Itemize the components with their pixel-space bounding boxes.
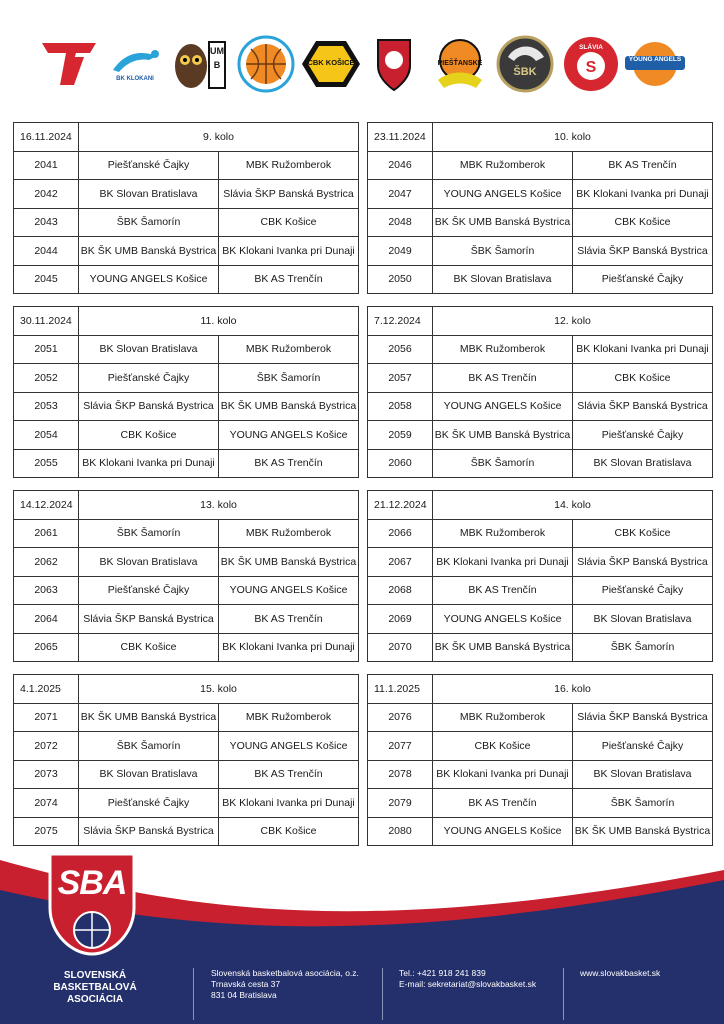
footer-address [211, 968, 359, 1001]
away-team: MBK Ružomberok [219, 151, 359, 180]
home-team: BK ŠK UMB Banská Bystrica [79, 703, 219, 732]
address-line-2: Trnavská cesta 37 [211, 979, 281, 989]
sba-logo-text: SBA [57, 864, 127, 902]
association-line-2: BASKETBALOVÁ [53, 982, 137, 993]
home-team: BK ŠK UMB Banská Bystrica [433, 421, 573, 450]
game-row [368, 760, 713, 789]
game-number: 2072 [14, 732, 79, 761]
away-team: Piešťanské Čajky [573, 265, 713, 294]
game-row [14, 208, 359, 237]
game-row [368, 392, 713, 421]
game-number: 2077 [368, 732, 433, 761]
association-name [40, 970, 150, 1006]
home-team: ŠBK Šamorín [79, 519, 219, 548]
away-team: Slávia ŠKP Banská Bystrica [573, 392, 713, 421]
home-team: YOUNG ANGELS Košice [433, 605, 573, 634]
samorin-logo [496, 36, 554, 92]
game-row [368, 817, 713, 846]
game-number: 2047 [368, 180, 433, 209]
game-number: 2049 [368, 237, 433, 266]
game-row [14, 732, 359, 761]
game-row [368, 208, 713, 237]
game-row [14, 449, 359, 478]
game-row [368, 548, 713, 577]
game-number: 2066 [368, 519, 433, 548]
game-number: 2073 [14, 760, 79, 789]
round-date: 14.12.2024 [14, 491, 79, 520]
game-row [14, 237, 359, 266]
home-team: MBK Ružomberok [433, 335, 573, 364]
round-title: 9. kolo [79, 123, 359, 152]
home-team: BK Slovan Bratislava [79, 180, 219, 209]
contact-phone[interactable]: Tel.: +421 918 241 839 [399, 968, 486, 978]
samorin-logo-text: ŠBK [513, 66, 537, 78]
home-team: Slávia ŠKP Banská Bystrica [79, 605, 219, 634]
home-team: ŠBK Šamorín [433, 449, 573, 478]
round-table [13, 306, 359, 478]
game-row [368, 151, 713, 180]
home-team: BK Slovan Bratislava [79, 335, 219, 364]
home-team: ŠBK Šamorín [79, 208, 219, 237]
kosice-logo [302, 36, 360, 92]
round-header [14, 123, 359, 152]
game-row [368, 789, 713, 818]
away-team: CBK Košice [573, 208, 713, 237]
game-row [14, 265, 359, 294]
away-team: MBK Ružomberok [219, 519, 359, 548]
home-team: BK Klokani Ivanka pri Dunaji [433, 548, 573, 577]
game-row [14, 576, 359, 605]
game-row [368, 180, 713, 209]
slovan-logo [236, 36, 296, 92]
home-team: Piešťanské Čajky [79, 789, 219, 818]
round-header [14, 675, 359, 704]
game-number: 2068 [368, 576, 433, 605]
game-row [14, 392, 359, 421]
association-line-1: SLOVENSKÁ [63, 970, 127, 981]
round-table [13, 122, 359, 294]
round-title: 10. kolo [433, 123, 713, 152]
away-team: BK Klokani Ivanka pri Dunaji [573, 180, 713, 209]
game-row [14, 760, 359, 789]
umb-logo-text: UMB [210, 46, 224, 70]
home-team: Slávia ŠKP Banská Bystrica [79, 392, 219, 421]
game-number: 2052 [14, 364, 79, 393]
away-team: Slávia ŠKP Banská Bystrica [219, 180, 359, 209]
game-row [368, 605, 713, 634]
game-number: 2076 [368, 703, 433, 732]
away-team: YOUNG ANGELS Košice [219, 732, 359, 761]
round-date: 30.11.2024 [14, 307, 79, 336]
round-header [14, 307, 359, 336]
footer-web [580, 968, 660, 979]
game-number: 2060 [368, 449, 433, 478]
round-table [13, 490, 359, 662]
piestany-logo-text: PIEŠŤANSKÉ [437, 60, 483, 67]
away-team: BK ŠK UMB Banská Bystrica [219, 548, 359, 577]
away-team: YOUNG ANGELS Košice [219, 421, 359, 450]
round-title: 11. kolo [79, 307, 359, 336]
home-team: YOUNG ANGELS Košice [433, 180, 573, 209]
game-number: 2053 [14, 392, 79, 421]
trencin-logo [40, 36, 98, 92]
association-line-3: ASOCIÁCIA [66, 994, 124, 1005]
round-header [14, 491, 359, 520]
footer-contact [399, 968, 536, 990]
away-team: MBK Ružomberok [219, 703, 359, 732]
away-team: CBK Košice [219, 208, 359, 237]
home-team: CBK Košice [79, 421, 219, 450]
home-team: ŠBK Šamorín [433, 237, 573, 266]
away-team: BK ŠK UMB Banská Bystrica [573, 817, 713, 846]
game-number: 2074 [14, 789, 79, 818]
game-number: 2078 [368, 760, 433, 789]
game-row [14, 335, 359, 364]
away-team: BK Klokani Ivanka pri Dunaji [573, 335, 713, 364]
game-row [368, 335, 713, 364]
away-team: ŠBK Šamorín [573, 789, 713, 818]
footer-divider [193, 968, 194, 1020]
game-number: 2054 [14, 421, 79, 450]
game-row [368, 732, 713, 761]
round-date: 4.1.2025 [14, 675, 79, 704]
klokani-logo-text: BK KLOKANI [116, 76, 154, 82]
home-team: YOUNG ANGELS Košice [433, 392, 573, 421]
klokani-logo [103, 36, 167, 92]
round-header [368, 491, 713, 520]
away-team: BK Klokani Ivanka pri Dunaji [219, 789, 359, 818]
home-team: BK Slovan Bratislava [79, 760, 219, 789]
away-team: Slávia ŠKP Banská Bystrica [573, 237, 713, 266]
round-header [368, 123, 713, 152]
young-angels-logo [623, 36, 687, 92]
game-row [368, 421, 713, 450]
round-title: 13. kolo [79, 491, 359, 520]
round-table [367, 674, 713, 846]
game-row [14, 817, 359, 846]
game-number: 2045 [14, 265, 79, 294]
away-team: Slávia ŠKP Banská Bystrica [573, 703, 713, 732]
slavia-logo-text: SLÁVIA [579, 44, 603, 51]
round-table [13, 674, 359, 846]
round-table [367, 306, 713, 478]
young-angels-logo-text: YOUNG ANGELS [628, 56, 682, 63]
game-row [368, 633, 713, 662]
game-number: 2055 [14, 449, 79, 478]
round-title: 12. kolo [433, 307, 713, 336]
away-team: Slávia ŠKP Banská Bystrica [573, 548, 713, 577]
game-number: 2065 [14, 633, 79, 662]
home-team: BK Slovan Bratislava [79, 548, 219, 577]
home-team: MBK Ružomberok [433, 703, 573, 732]
away-team: CBK Košice [573, 364, 713, 393]
game-number: 2051 [14, 335, 79, 364]
away-team: Piešťanské Čajky [573, 421, 713, 450]
home-team: ŠBK Šamorín [79, 732, 219, 761]
game-row [368, 519, 713, 548]
game-row [368, 449, 713, 478]
away-team: CBK Košice [573, 519, 713, 548]
away-team: MBK Ružomberok [219, 335, 359, 364]
game-number: 2043 [14, 208, 79, 237]
game-number: 2061 [14, 519, 79, 548]
game-number: 2058 [368, 392, 433, 421]
home-team: BK ŠK UMB Banská Bystrica [79, 237, 219, 266]
game-row [14, 703, 359, 732]
kosice-logo-text: CBK KOŠICE [307, 58, 355, 67]
game-row [14, 519, 359, 548]
away-team: BK AS Trenčín [219, 605, 359, 634]
contact-email[interactable]: E-mail: sekretariat@slovakbasket.sk [399, 979, 537, 989]
game-row [14, 633, 359, 662]
home-team: CBK Košice [433, 732, 573, 761]
game-number: 2075 [14, 817, 79, 846]
away-team: BK Klokani Ivanka pri Dunaji [219, 633, 359, 662]
home-team: CBK Košice [79, 633, 219, 662]
sba-logo [46, 850, 138, 960]
away-team: BK ŠK UMB Banská Bystrica [219, 392, 359, 421]
ruzomberok-logo [371, 36, 417, 92]
game-number: 2046 [368, 151, 433, 180]
address-line-1: Slovenská basketbalová asociácia, o.z. [211, 968, 359, 978]
home-team: Piešťanské Čajky [79, 364, 219, 393]
game-number: 2050 [368, 265, 433, 294]
game-number: 2056 [368, 335, 433, 364]
game-row [14, 548, 359, 577]
round-title: 15. kolo [79, 675, 359, 704]
away-team: BK AS Trenčín [573, 151, 713, 180]
game-number: 2042 [14, 180, 79, 209]
away-team: YOUNG ANGELS Košice [219, 576, 359, 605]
home-team: BK AS Trenčín [433, 576, 573, 605]
game-number: 2057 [368, 364, 433, 393]
home-team: BK Slovan Bratislava [433, 265, 573, 294]
away-team: Piešťanské Čajky [573, 576, 713, 605]
away-team: BK Klokani Ivanka pri Dunaji [219, 237, 359, 266]
home-team: BK Klokani Ivanka pri Dunaji [79, 449, 219, 478]
round-header [368, 307, 713, 336]
away-team: BK Slovan Bratislava [573, 760, 713, 789]
round-date: 21.12.2024 [368, 491, 433, 520]
home-team: BK ŠK UMB Banská Bystrica [433, 633, 573, 662]
away-team: BK AS Trenčín [219, 760, 359, 789]
home-team: BK Klokani Ivanka pri Dunaji [433, 760, 573, 789]
game-number: 2064 [14, 605, 79, 634]
game-number: 2067 [368, 548, 433, 577]
home-team: BK ŠK UMB Banská Bystrica [433, 208, 573, 237]
away-team: BK Slovan Bratislava [573, 449, 713, 478]
away-team: BK AS Trenčín [219, 449, 359, 478]
away-team: CBK Košice [219, 817, 359, 846]
round-header [368, 675, 713, 704]
game-row [14, 605, 359, 634]
game-row [14, 421, 359, 450]
home-team: BK AS Trenčín [433, 364, 573, 393]
game-row [368, 364, 713, 393]
round-table [367, 490, 713, 662]
game-number: 2071 [14, 703, 79, 732]
home-team: Slávia ŠKP Banská Bystrica [79, 817, 219, 846]
round-table [367, 122, 713, 294]
game-number: 2059 [368, 421, 433, 450]
away-team: ŠBK Šamorín [573, 633, 713, 662]
round-date: 11.1.2025 [368, 675, 433, 704]
svg-text:S: S [585, 59, 597, 76]
round-date: 23.11.2024 [368, 123, 433, 152]
game-row [14, 180, 359, 209]
address-line-3: 831 04 Bratislava [211, 990, 277, 1000]
game-row [368, 265, 713, 294]
home-team: YOUNG ANGELS Košice [433, 817, 573, 846]
away-team: ŠBK Šamorín [219, 364, 359, 393]
home-team: YOUNG ANGELS Košice [79, 265, 219, 294]
away-team: BK AS Trenčín [219, 265, 359, 294]
game-row [14, 151, 359, 180]
game-number: 2041 [14, 151, 79, 180]
game-number: 2062 [14, 548, 79, 577]
home-team: BK AS Trenčín [433, 789, 573, 818]
footer-divider [563, 968, 564, 1020]
home-team: Piešťanské Čajky [79, 576, 219, 605]
home-team: MBK Ružomberok [433, 151, 573, 180]
round-title: 16. kolo [433, 675, 713, 704]
away-team: Piešťanské Čajky [573, 732, 713, 761]
team-logos-bar [0, 0, 724, 110]
round-date: 16.11.2024 [14, 123, 79, 152]
round-date: 7.12.2024 [368, 307, 433, 336]
game-number: 2048 [368, 208, 433, 237]
game-row [14, 789, 359, 818]
game-number: 2070 [368, 633, 433, 662]
slavia-logo [562, 36, 620, 92]
home-team: Piešťanské Čajky [79, 151, 219, 180]
home-team: MBK Ružomberok [433, 519, 573, 548]
away-team: BK Slovan Bratislava [573, 605, 713, 634]
game-number: 2080 [368, 817, 433, 846]
game-row [368, 703, 713, 732]
game-row [368, 576, 713, 605]
piestany-logo [431, 36, 489, 92]
footer-divider [382, 968, 383, 1020]
game-row [14, 364, 359, 393]
game-number: 2063 [14, 576, 79, 605]
game-number: 2069 [368, 605, 433, 634]
game-number: 2044 [14, 237, 79, 266]
round-title: 14. kolo [433, 491, 713, 520]
umb-logo [171, 36, 229, 92]
game-row [368, 237, 713, 266]
game-number: 2079 [368, 789, 433, 818]
website-link[interactable]: www.slovakbasket.sk [580, 968, 661, 978]
